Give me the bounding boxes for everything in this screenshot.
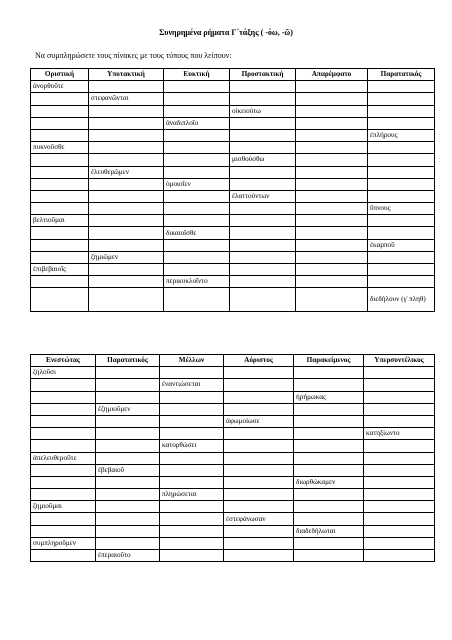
table-row <box>31 117 435 129</box>
blank-answer-cell[interactable] <box>96 476 160 488</box>
table-row <box>31 166 435 178</box>
given-form-cell: ζημιῶμεν <box>89 251 164 263</box>
table-row <box>31 105 435 117</box>
given-form-cell: πληρώσεται <box>160 489 224 501</box>
column-header: Παρακείμενος <box>294 355 364 367</box>
given-form-cell: ἀναδιπλοῖο <box>164 117 230 129</box>
blank-answer-cell[interactable] <box>89 276 164 288</box>
given-form-cell: ὕπνους <box>368 203 435 215</box>
blank-answer-cell[interactable] <box>368 93 435 105</box>
table-row <box>31 142 435 154</box>
blank-answer-cell[interactable] <box>31 239 89 251</box>
blank-answer-cell[interactable] <box>31 428 96 440</box>
blank-answer-cell[interactable] <box>31 464 96 476</box>
blank-answer-cell[interactable] <box>296 288 368 312</box>
column-header: Υποτακτική <box>89 69 164 81</box>
blank-answer-cell[interactable] <box>296 117 368 129</box>
blank-answer-cell[interactable] <box>364 367 435 379</box>
blank-answer-cell[interactable] <box>96 415 160 427</box>
blank-answer-cell[interactable] <box>89 81 164 93</box>
blank-answer-cell[interactable] <box>364 525 435 537</box>
blank-answer-cell[interactable] <box>230 203 296 215</box>
blank-answer-cell[interactable] <box>164 105 230 117</box>
blank-answer-cell[interactable] <box>160 428 224 440</box>
blank-answer-cell[interactable] <box>31 190 89 202</box>
given-form-cell: πυκνοῦσθε <box>31 142 89 154</box>
blank-answer-cell[interactable] <box>96 440 160 452</box>
table-row <box>31 464 435 476</box>
table-row <box>31 403 435 415</box>
blank-answer-cell[interactable] <box>31 440 96 452</box>
blank-answer-cell[interactable] <box>89 215 164 227</box>
blank-answer-cell[interactable] <box>294 501 364 513</box>
blank-answer-cell[interactable] <box>230 239 296 251</box>
blank-answer-cell[interactable] <box>164 251 230 263</box>
blank-answer-cell[interactable] <box>160 550 224 562</box>
blank-answer-cell[interactable] <box>89 129 164 141</box>
blank-answer-cell[interactable] <box>164 264 230 276</box>
table-row <box>31 93 435 105</box>
blank-answer-cell[interactable] <box>31 203 89 215</box>
blank-answer-cell[interactable] <box>294 440 364 452</box>
given-form-cell: ἀφωμοίωσε <box>224 415 294 427</box>
blank-answer-cell[interactable] <box>89 154 164 166</box>
blank-answer-cell[interactable] <box>31 93 89 105</box>
blank-answer-cell[interactable] <box>230 227 296 239</box>
table-row <box>31 440 435 452</box>
blank-answer-cell[interactable] <box>160 452 224 464</box>
column-header: Παρατατικός <box>368 69 435 81</box>
blank-answer-cell[interactable] <box>364 464 435 476</box>
given-form-cell: βελτιοῦμαι <box>31 215 89 227</box>
table-row <box>31 525 435 537</box>
given-form-cell: ἐναντιώσεται <box>160 379 224 391</box>
table-row <box>31 190 435 202</box>
blank-answer-cell[interactable] <box>96 489 160 501</box>
given-form-cell: ὁμοιοῖεν <box>164 178 230 190</box>
blank-answer-cell[interactable] <box>164 239 230 251</box>
given-form-cell: περικυκλοῖντο <box>164 276 230 288</box>
blank-answer-cell[interactable] <box>224 501 294 513</box>
table-row <box>31 215 435 227</box>
given-form-cell: στεφανῶνται <box>89 93 164 105</box>
page-title: Συνηρημένα ρήματα Γ΄τάξης ( -όω, -ῶ) <box>159 28 293 37</box>
blank-answer-cell[interactable] <box>160 464 224 476</box>
blank-answer-cell[interactable] <box>96 525 160 537</box>
blank-answer-cell[interactable] <box>230 251 296 263</box>
blank-answer-cell[interactable] <box>296 251 368 263</box>
given-form-cell: δικαιοῖσθε <box>164 227 230 239</box>
blank-answer-cell[interactable] <box>296 93 368 105</box>
column-header: Ενεστώτας <box>31 355 96 367</box>
blank-answer-cell[interactable] <box>294 513 364 525</box>
blank-answer-cell[interactable] <box>164 81 230 93</box>
blank-answer-cell[interactable] <box>294 403 364 415</box>
given-form-cell: ἐκαρποῦ <box>368 239 435 251</box>
table-row <box>31 428 435 440</box>
given-form-cell: ζημιοῦμαι <box>31 501 96 513</box>
blank-answer-cell[interactable] <box>89 264 164 276</box>
blank-answer-cell[interactable] <box>96 513 160 525</box>
table-row <box>31 501 435 513</box>
table-row <box>31 452 435 464</box>
blank-answer-cell[interactable] <box>31 391 96 403</box>
blank-answer-cell[interactable] <box>230 117 296 129</box>
given-form-cell: ἐπιβεβαιοῖς <box>31 264 89 276</box>
blank-answer-cell[interactable] <box>296 154 368 166</box>
blank-answer-cell[interactable] <box>364 379 435 391</box>
blank-answer-cell[interactable] <box>296 129 368 141</box>
blank-answer-cell[interactable] <box>224 464 294 476</box>
blank-answer-cell[interactable] <box>31 525 96 537</box>
table-row <box>31 367 435 379</box>
blank-answer-cell[interactable] <box>31 379 96 391</box>
column-header: Αόριστος <box>224 355 294 367</box>
blank-answer-cell[interactable] <box>368 81 435 93</box>
blank-answer-cell[interactable] <box>368 178 435 190</box>
blank-answer-cell[interactable] <box>368 117 435 129</box>
blank-answer-cell[interactable] <box>224 525 294 537</box>
blank-answer-cell[interactable] <box>31 288 89 312</box>
blank-answer-cell[interactable] <box>364 476 435 488</box>
column-header: Απαρέμφατο <box>296 69 368 81</box>
blank-answer-cell[interactable] <box>368 264 435 276</box>
given-form-cell: ἐβεβαιοῦ <box>96 464 160 476</box>
blank-answer-cell[interactable] <box>89 178 164 190</box>
blank-answer-cell[interactable] <box>368 105 435 117</box>
blank-answer-cell[interactable] <box>89 190 164 202</box>
given-form-cell: οἰκειούτω <box>230 105 296 117</box>
given-form-cell: ἐλαττούντων <box>230 190 296 202</box>
table-row <box>31 513 435 525</box>
blank-answer-cell[interactable] <box>31 276 89 288</box>
blank-answer-cell[interactable] <box>160 525 224 537</box>
blank-answer-cell[interactable] <box>31 403 96 415</box>
blank-answer-cell[interactable] <box>224 403 294 415</box>
blank-answer-cell[interactable] <box>294 428 364 440</box>
blank-answer-cell[interactable] <box>296 105 368 117</box>
table-row <box>31 239 435 251</box>
given-form-cell: διεδήλουν (γ΄πληθ) <box>368 288 435 312</box>
table-row <box>31 203 435 215</box>
table-row <box>31 276 435 288</box>
blank-answer-cell[interactable] <box>230 288 296 312</box>
table-row <box>31 251 435 263</box>
blank-answer-cell[interactable] <box>160 367 224 379</box>
blank-answer-cell[interactable] <box>224 489 294 501</box>
blank-answer-cell[interactable] <box>224 379 294 391</box>
blank-answer-cell[interactable] <box>364 403 435 415</box>
given-form-cell: ἐστεφάνωσαν <box>224 513 294 525</box>
table-row <box>31 476 435 488</box>
table-row <box>31 129 435 141</box>
blank-answer-cell[interactable] <box>160 537 224 549</box>
blank-answer-cell[interactable] <box>368 154 435 166</box>
blank-answer-cell[interactable] <box>31 166 89 178</box>
blank-answer-cell[interactable] <box>160 391 224 403</box>
blank-answer-cell[interactable] <box>230 129 296 141</box>
blank-answer-cell[interactable] <box>31 550 96 562</box>
blank-answer-cell[interactable] <box>160 403 224 415</box>
blank-answer-cell[interactable] <box>294 489 364 501</box>
blank-answer-cell[interactable] <box>224 537 294 549</box>
blank-answer-cell[interactable] <box>224 367 294 379</box>
moods-table <box>30 68 435 312</box>
blank-answer-cell[interactable] <box>230 93 296 105</box>
given-form-cell: κατηξίωντο <box>364 428 435 440</box>
blank-answer-cell[interactable] <box>164 129 230 141</box>
column-header: Προστακτική <box>230 69 296 81</box>
column-header: Οριστική <box>31 69 89 81</box>
tenses-body <box>31 367 435 562</box>
blank-answer-cell[interactable] <box>296 166 368 178</box>
tenses-table <box>30 354 435 562</box>
table-row <box>31 178 435 190</box>
blank-answer-cell[interactable] <box>96 367 160 379</box>
blank-answer-cell[interactable] <box>164 142 230 154</box>
blank-answer-cell[interactable] <box>96 428 160 440</box>
blank-answer-cell[interactable] <box>224 391 294 403</box>
blank-answer-cell[interactable] <box>294 537 364 549</box>
blank-answer-cell[interactable] <box>364 415 435 427</box>
blank-answer-cell[interactable] <box>164 203 230 215</box>
given-form-cell: ἠρήμωκας <box>294 391 364 403</box>
blank-answer-cell[interactable] <box>160 501 224 513</box>
blank-answer-cell[interactable] <box>296 178 368 190</box>
blank-answer-cell[interactable] <box>164 93 230 105</box>
moods-header-row <box>31 69 435 81</box>
blank-answer-cell[interactable] <box>296 227 368 239</box>
blank-answer-cell[interactable] <box>160 476 224 488</box>
instruction-text: Να συμπληρώσετε τους πίνακες με τους τύπους που λείπουν: <box>35 51 232 60</box>
blank-answer-cell[interactable] <box>368 166 435 178</box>
blank-answer-cell[interactable] <box>89 105 164 117</box>
blank-answer-cell[interactable] <box>296 203 368 215</box>
blank-answer-cell[interactable] <box>368 227 435 239</box>
blank-answer-cell[interactable] <box>364 537 435 549</box>
blank-answer-cell[interactable] <box>89 227 164 239</box>
blank-answer-cell[interactable] <box>364 489 435 501</box>
blank-answer-cell[interactable] <box>230 264 296 276</box>
blank-answer-cell[interactable] <box>296 239 368 251</box>
blank-answer-cell[interactable] <box>164 190 230 202</box>
blank-answer-cell[interactable] <box>89 142 164 154</box>
given-form-cell: ἐπλήρους <box>368 129 435 141</box>
blank-answer-cell[interactable] <box>296 142 368 154</box>
blank-answer-cell[interactable] <box>368 276 435 288</box>
column-header: Παρατατικός <box>96 355 160 367</box>
table-row <box>31 81 435 93</box>
blank-answer-cell[interactable] <box>224 550 294 562</box>
blank-answer-cell[interactable] <box>230 166 296 178</box>
blank-answer-cell[interactable] <box>31 178 89 190</box>
blank-answer-cell[interactable] <box>160 415 224 427</box>
blank-answer-cell[interactable] <box>368 251 435 263</box>
table-row <box>31 379 435 391</box>
blank-answer-cell[interactable] <box>89 203 164 215</box>
blank-answer-cell[interactable] <box>296 81 368 93</box>
blank-answer-cell[interactable] <box>96 537 160 549</box>
blank-answer-cell[interactable] <box>96 391 160 403</box>
given-form-cell: ἀπελευθεροῦτε <box>31 452 96 464</box>
blank-answer-cell[interactable] <box>31 513 96 525</box>
blank-answer-cell[interactable] <box>164 215 230 227</box>
given-form-cell: ἐλευθερῶμεν <box>89 166 164 178</box>
given-form-cell: συμπληροῦμεν <box>31 537 96 549</box>
given-form-cell: ἐζημιοῦμεν <box>96 403 160 415</box>
blank-answer-cell[interactable] <box>294 379 364 391</box>
table-row <box>31 227 435 239</box>
column-header: Μέλλων <box>160 355 224 367</box>
table-row <box>31 550 435 562</box>
blank-answer-cell[interactable] <box>31 105 89 117</box>
blank-answer-cell[interactable] <box>230 215 296 227</box>
blank-answer-cell[interactable] <box>89 239 164 251</box>
blank-answer-cell[interactable] <box>96 501 160 513</box>
given-form-cell: ἐπεραιοῦτο <box>96 550 160 562</box>
given-form-cell: κατορθώσει <box>160 440 224 452</box>
blank-answer-cell[interactable] <box>224 428 294 440</box>
blank-answer-cell[interactable] <box>296 190 368 202</box>
blank-answer-cell[interactable] <box>294 550 364 562</box>
given-form-cell: διαδεδήλωται <box>294 525 364 537</box>
tenses-header-row <box>31 355 435 367</box>
blank-answer-cell[interactable] <box>89 288 164 312</box>
blank-answer-cell[interactable] <box>368 190 435 202</box>
blank-answer-cell[interactable] <box>31 489 96 501</box>
table-row <box>31 288 435 312</box>
blank-answer-cell[interactable] <box>31 117 89 129</box>
blank-answer-cell[interactable] <box>294 415 364 427</box>
blank-answer-cell[interactable] <box>224 476 294 488</box>
blank-answer-cell[interactable] <box>294 464 364 476</box>
blank-answer-cell[interactable] <box>31 227 89 239</box>
blank-answer-cell[interactable] <box>364 440 435 452</box>
blank-answer-cell[interactable] <box>368 215 435 227</box>
blank-answer-cell[interactable] <box>31 476 96 488</box>
given-form-cell: ζηλοῦσι <box>31 367 96 379</box>
given-form-cell: μισθούσθω <box>230 154 296 166</box>
table-row <box>31 391 435 403</box>
blank-answer-cell[interactable] <box>31 129 89 141</box>
blank-answer-cell[interactable] <box>294 367 364 379</box>
table-row <box>31 489 435 501</box>
blank-answer-cell[interactable] <box>31 415 96 427</box>
blank-answer-cell[interactable] <box>89 117 164 129</box>
blank-answer-cell[interactable] <box>364 391 435 403</box>
blank-answer-cell[interactable] <box>296 276 368 288</box>
blank-answer-cell[interactable] <box>364 501 435 513</box>
blank-answer-cell[interactable] <box>364 550 435 562</box>
table-row <box>31 154 435 166</box>
moods-body <box>31 81 435 312</box>
blank-answer-cell[interactable] <box>230 81 296 93</box>
blank-answer-cell[interactable] <box>294 452 364 464</box>
blank-answer-cell[interactable] <box>164 288 230 312</box>
blank-answer-cell[interactable] <box>96 452 160 464</box>
blank-answer-cell[interactable] <box>364 452 435 464</box>
table-row <box>31 264 435 276</box>
column-header: Υπερσυντέλικος <box>364 355 435 367</box>
blank-answer-cell[interactable] <box>230 276 296 288</box>
blank-answer-cell[interactable] <box>96 379 160 391</box>
blank-answer-cell[interactable] <box>160 513 224 525</box>
blank-answer-cell[interactable] <box>224 440 294 452</box>
blank-answer-cell[interactable] <box>230 142 296 154</box>
table-row <box>31 537 435 549</box>
blank-answer-cell[interactable] <box>31 251 89 263</box>
blank-answer-cell[interactable] <box>364 513 435 525</box>
blank-answer-cell[interactable] <box>296 215 368 227</box>
blank-answer-cell[interactable] <box>296 264 368 276</box>
given-form-cell: διωρθώκαμεν <box>294 476 364 488</box>
blank-answer-cell[interactable] <box>164 166 230 178</box>
blank-answer-cell[interactable] <box>164 154 230 166</box>
blank-answer-cell[interactable] <box>224 452 294 464</box>
given-form-cell: ἀνορθοῦτε <box>31 81 89 93</box>
blank-answer-cell[interactable] <box>230 178 296 190</box>
column-header: Ευκτική <box>164 69 230 81</box>
blank-answer-cell[interactable] <box>368 142 435 154</box>
blank-answer-cell[interactable] <box>31 154 89 166</box>
table-row <box>31 415 435 427</box>
